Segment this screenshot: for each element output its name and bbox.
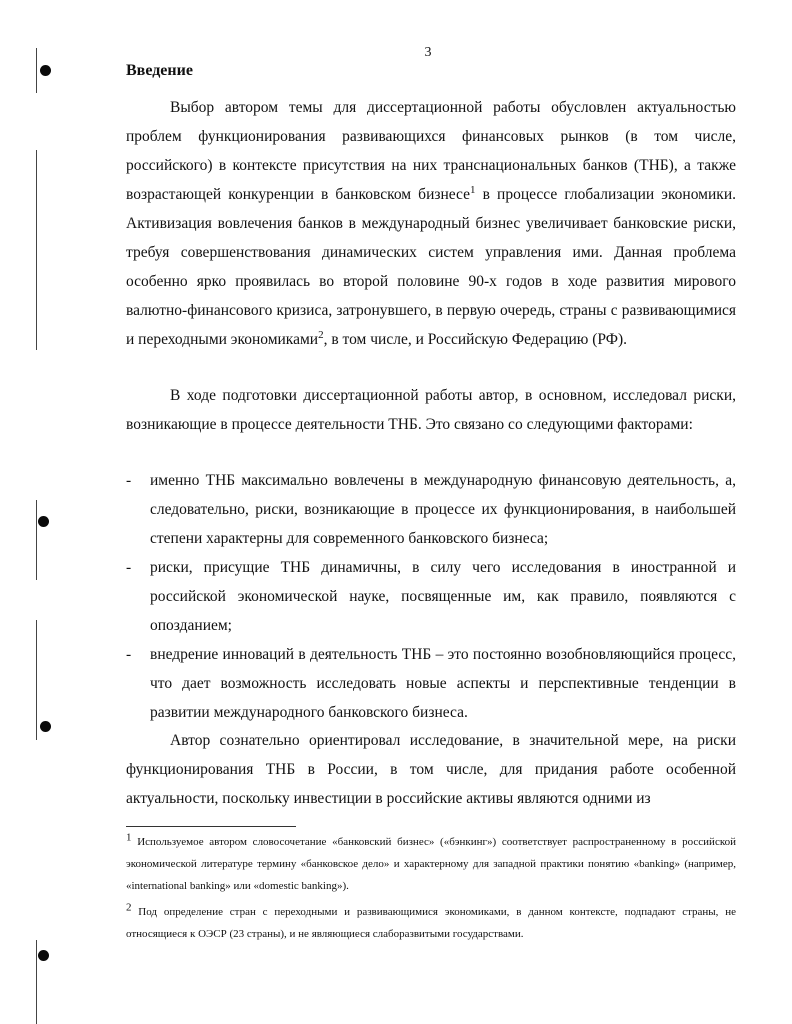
bullet-dash: - xyxy=(126,472,132,489)
paragraph-intro xyxy=(126,93,736,354)
footnotes xyxy=(126,831,736,945)
section-heading: Введение xyxy=(126,62,193,79)
footnote-text: Под определение стран с переходными и развивающимися экономиками, в данном контексте, подпадают страны, не относящиеся к ОЭСР (23 страны), и не являющиеся слаборазвитыми государствами. xyxy=(126,906,736,940)
scan-margin-line xyxy=(36,940,37,1024)
footnote-mark: 1 xyxy=(126,831,132,844)
list-item-text: риски, присущие ТНБ динамичны, в силу чего исследования в иностранной и российской экономической науке, посвященные им, как правило, появляются с опозданием; xyxy=(150,559,736,634)
binder-hole xyxy=(38,516,49,527)
factors-list xyxy=(126,466,736,727)
list-item xyxy=(126,553,736,640)
bullet-dash: - xyxy=(126,559,132,576)
bullet-dash: - xyxy=(126,646,132,663)
footnote-ref-2[interactable]: 2 xyxy=(318,328,324,341)
paragraph-intro-part3: , в том числе, и Российскую Федерацию (РФ). xyxy=(323,331,628,348)
binder-hole xyxy=(40,721,51,732)
page-number: 3 xyxy=(424,45,432,60)
list-item xyxy=(126,640,736,727)
list-item xyxy=(126,466,736,553)
footnote-text: Используемое автором словосочетание «банковский бизнес» («бэнкинг») соответствует распространенному в российской экономической литературе термину «банковское дело» и характерному для западной практики понятию «banking» (например, «international banking» или «domestic banking»). xyxy=(126,836,736,892)
list-item-text: именно ТНБ максимально вовлечены в международную финансовую деятельность, а, следовательно, риски, возникающие в процессе их функционирования, в наибольшей степени характерны для современного банковского бизнеса; xyxy=(150,472,736,547)
footnote-separator xyxy=(126,826,296,827)
binder-hole xyxy=(38,950,49,961)
paragraph-intro-part1: Выбор автором темы для диссертационной работы обусловлен актуальностью проблем функционирования развивающихся финансовых рынков (в том числе, российского) в контексте присутствия на них транснациональных банков (ТНБ), а также возрастающей конкуренции в банковском бизнесе xyxy=(126,99,736,203)
binder-hole xyxy=(40,65,51,76)
footnote-mark: 2 xyxy=(126,901,132,914)
scan-margin-line xyxy=(36,150,37,350)
paragraph-focus: Автор сознательно ориентировал исследование, в значительной мере, на риски функционирования ТНБ в России, в том числе, для придания работе особенной актуальности, поскольку инвестиции в российские активы являются одними из xyxy=(126,732,736,807)
scan-margin-line xyxy=(36,620,37,740)
footnote-2 xyxy=(126,901,736,945)
list-item-text: внедрение инноваций в деятельность ТНБ – это постоянно возобновляющийся процесс, что дает возможность исследовать новые аспекты и перспективные тенденции в развитии международного банковского бизнеса. xyxy=(150,646,736,721)
paragraph-research: В ходе подготовки диссертационной работы автор, в основном, исследовал риски, возникающие в процессе деятельности ТНБ. Это связано со следующими факторами: xyxy=(126,387,736,433)
scan-margin-line xyxy=(36,500,37,580)
footnote-1 xyxy=(126,831,736,897)
footnote-ref-1[interactable]: 1 xyxy=(470,183,476,196)
paragraph-intro-part2: в процессе глобализации экономики. Активизация вовлечения банков в международный бизнес увеличивает банковские риски, требуя совершенствования динамических систем управления ими. Данная проблема особенно ярко проявилась во второй половине 90-х годов в ходе развития мирового валютно-финансового кризиса, затронувшего, в первую очередь, страны с развивающимися и переходными экономиками xyxy=(126,186,736,348)
